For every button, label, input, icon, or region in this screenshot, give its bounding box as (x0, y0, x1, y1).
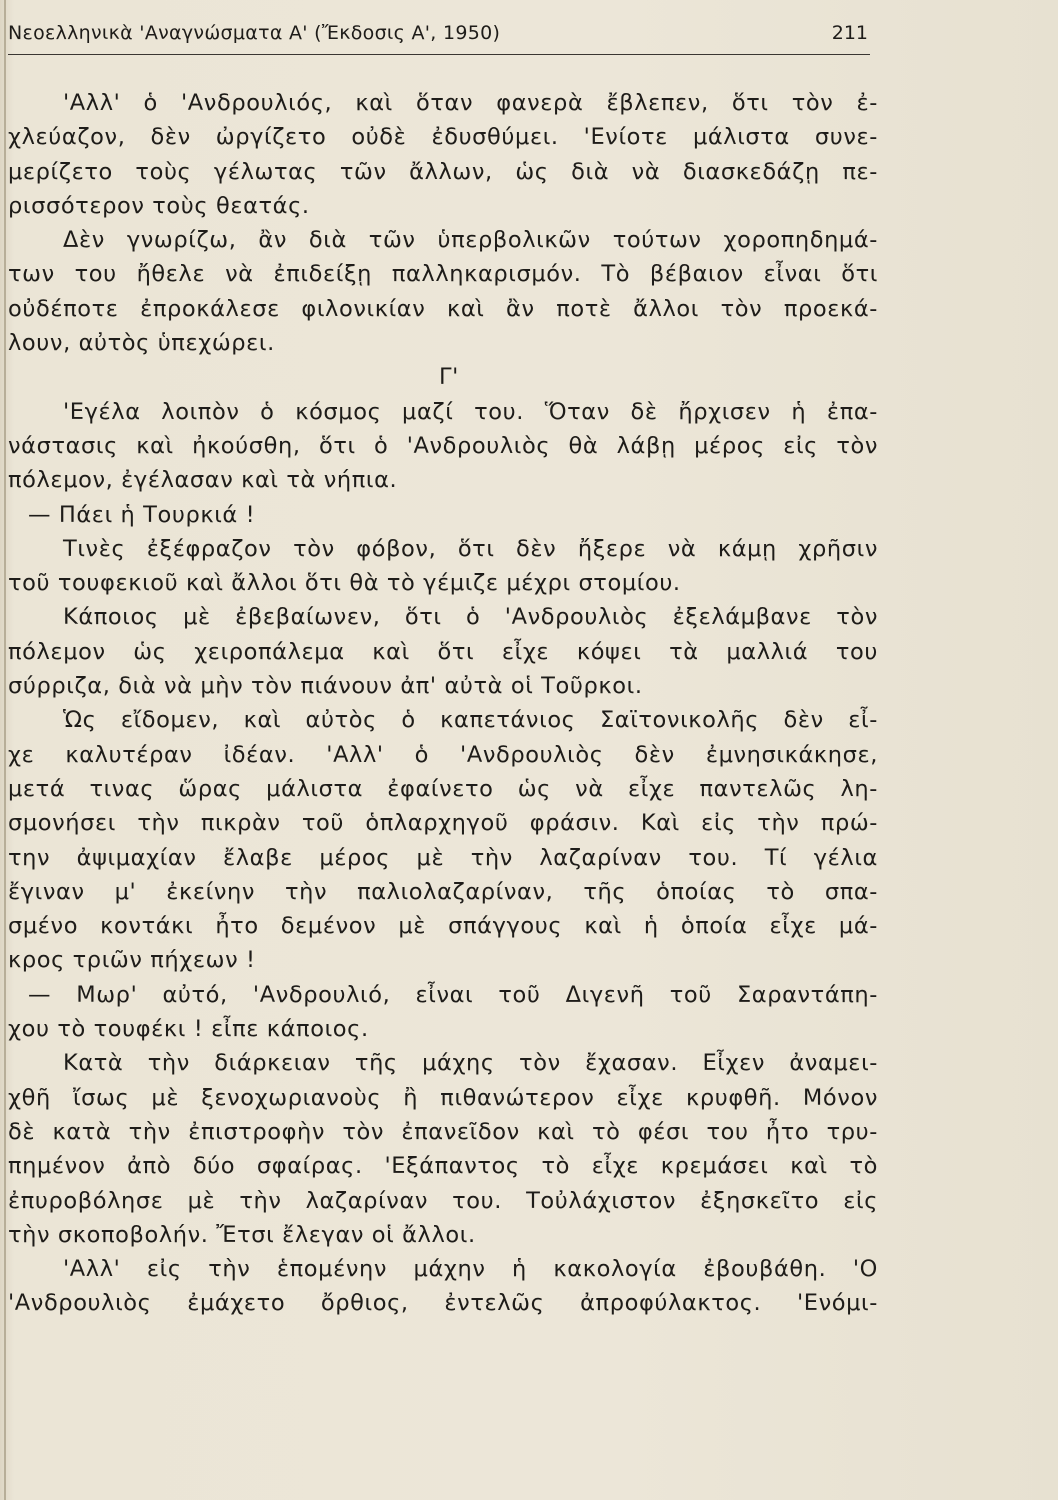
text-line: των του ἤθελε νὰ ἐπιδείξῃ παλληκαρισμόν. Τὸ βέβαιον εἶναι ὅτι (8, 261, 878, 288)
running-header (8, 22, 870, 55)
text-line: Δὲν γνωρίζω, ἂν διὰ τῶν ὑπερβολικῶν τούτων χοροπηδημά- (63, 227, 878, 254)
binding-edge (4, 0, 6, 1500)
text-line: Τινὲς ἐξέφραζον τὸν φόβον, ὅτι δὲν ἤξερε νὰ κάμῃ χρῆσιν (63, 535, 878, 562)
text-line: Κάποιος μὲ ἐβεβαίωνεν, ὅτι ὁ 'Ανδρουλιὸς ἐξελάμβανε τὸν (63, 604, 878, 631)
text-line: πόλεμον ὡς χειροπάλεμα καὶ ὅτι εἶχε κόψει τὰ μαλλιά του (8, 638, 878, 665)
text-line: τὴν σκοποβολήν. Ἔτσι ἔλεγαν οἱ ἄλλοι. (8, 1221, 476, 1248)
section-heading: Γ' (439, 364, 459, 391)
text-line: ρισσότερον τοὺς θεατάς. (8, 192, 310, 219)
text-line: δὲ κατὰ τὴν ἐπιστροφὴν τὸν ἐπανεῖδον καὶ τὸ φέσι του ἦτο τρυ- (8, 1118, 878, 1145)
text-line: Ὡς εἴδομεν, καὶ αὐτὸς ὁ καπετάνιος Σαϊτονικολῆς δὲν εἶ- (63, 707, 878, 734)
text-line: χου τὸ τουφέκι ! εἶπε κάποιος. (8, 1016, 369, 1043)
text-line: σμονήσει τὴν πικρὰν τοῦ ὁπλαρχηγοῦ φράσιν. Καὶ εἰς τὴν πρώ- (8, 810, 878, 837)
text-line: 'Ανδρουλιὸς ἐμάχετο ὄρθιος, ἐντελῶς ἀπροφύλακτος. 'Ενόμι- (8, 1290, 878, 1317)
text-line: την ἀψιμαχίαν ἔλαβε μέρος μὲ τὴν λαζαρίναν του. Τί γέλια (8, 844, 878, 871)
text-line: οὐδέποτε ἐπροκάλεσε φιλονικίαν καὶ ἂν ποτὲ ἄλλοι τὸν προεκά- (8, 295, 878, 322)
text-line: τοῦ τουφεκιοῦ καὶ ἄλλοι ὅτι θὰ τὸ γέμιζε μέχρι στομίου. (8, 570, 681, 597)
text-line: μετά τινας ὥρας μάλιστα ἐφαίνετο ὡς νὰ εἶχε παντελῶς λη- (8, 775, 878, 802)
text-line: λουν, αὐτὸς ὑπεχώρει. (8, 330, 275, 357)
text-line: 'Αλλ' ὁ 'Ανδρουλιός, καὶ ὅταν φανερὰ ἔβλεπεν, ὅτι τὸν ἐ- (63, 90, 878, 116)
dialogue-line: — Πάει ἡ Τουρκιά ! (28, 501, 256, 528)
text-line: χε καλυτέραν ἰδέαν. 'Αλλ' ὁ 'Ανδρουλιὸς δὲν ἐμνησικάκησε, (8, 741, 878, 768)
dialogue-line: — Μωρ' αὐτό, 'Ανδρουλιό, εἶναι τοῦ Διγενῆ τοῦ Σαραντάπη- (28, 981, 878, 1008)
text-line: χλεύαζον, δὲν ὠργίζετο οὐδὲ ἐδυσθύμει. 'Ενίοτε μάλιστα συνε- (8, 124, 878, 151)
text-line: 'Εγέλα λοιπὸν ὁ κόσμος μαζί του. Ὅταν δὲ ἤρχισεν ἡ ἐπα- (63, 398, 878, 425)
text-line: κρος τριῶν πήχεων ! (8, 947, 256, 974)
text-line: ἐπυροβόλησε μὲ τὴν λαζαρίναν του. Τοὐλάχιστον ἐξησκεῖτο εἰς (8, 1187, 878, 1214)
text-line: πημένον ἀπὸ δύο σφαίρας. 'Εξάπαντος τὸ εἶχε κρεμάσει καὶ τὸ (8, 1153, 878, 1180)
page-number: 211 (831, 22, 868, 44)
text-body (8, 86, 878, 1321)
text-line: σμένο κοντάκι ἦτο δεμένον μὲ σπάγγους καὶ ἡ ὁποία εἶχε μά- (8, 913, 878, 940)
book-title: Νεοελληνικὰ 'Αναγνώσματα Α' (Ἔκδοσις Α', 1950) (8, 22, 501, 44)
text-line: 'Αλλ' εἰς τὴν ἑπομένην μάχην ἡ κακολογία ἐβουβάθη. 'Ο (63, 1256, 878, 1283)
text-line: σύρριζα, διὰ νὰ μὴν τὸν πιάνουν ἀπ' αὐτὰ οἱ Τοῦρκοι. (8, 673, 643, 700)
text-line: μερίζετο τοὺς γέλωτας τῶν ἄλλων, ὡς διὰ νὰ διασκεδάζῃ πε- (8, 158, 878, 185)
text-line: νάστασις καὶ ἠκούσθη, ὅτι ὁ 'Ανδρουλιὸς θὰ λάβῃ μέρος εἰς τὸν (8, 432, 878, 459)
text-line: πόλεμον, ἐγέλασαν καὶ τὰ νήπια. (8, 467, 398, 494)
text-line: ἔγιναν μ' ἐκείνην τὴν παλιολαζαρίναν, τῆς ὁποίας τὸ σπα- (8, 878, 878, 905)
text-line: Κατὰ τὴν διάρκειαν τῆς μάχης τὸν ἔχασαν. Εἶχεν ἀναμει- (63, 1050, 878, 1077)
text-line: χθῆ ἴσως μὲ ξενοχωριανοὺς ἢ πιθανώτερον εἶχε κρυφθῆ. Μόνον (8, 1084, 878, 1111)
